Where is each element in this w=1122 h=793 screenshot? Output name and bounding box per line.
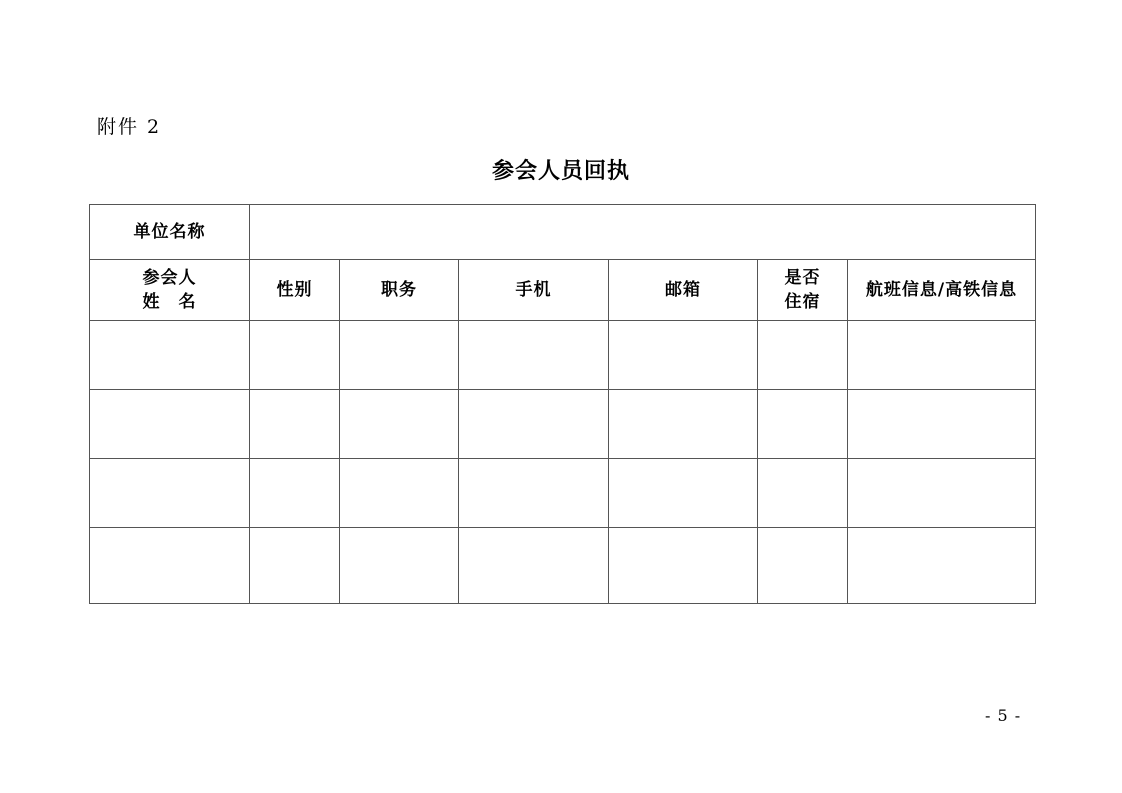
travel-info-cell[interactable] (848, 459, 1036, 528)
position-cell[interactable] (340, 528, 459, 604)
email-cell[interactable] (609, 459, 758, 528)
page-title: 参会人员回执 (491, 159, 630, 184)
column-header-position: 职务 (340, 260, 459, 321)
table-row (90, 390, 1036, 459)
email-cell[interactable] (609, 321, 758, 390)
position-cell[interactable] (340, 321, 459, 390)
attendee-name-cell[interactable] (90, 528, 250, 604)
accommodation-cell[interactable] (758, 321, 848, 390)
accommodation-cell[interactable] (758, 459, 848, 528)
page-number: - 5 - (985, 706, 1022, 725)
gender-cell[interactable] (250, 390, 340, 459)
unit-name-field[interactable] (250, 205, 1036, 260)
column-header-mobile: 手机 (459, 260, 609, 321)
gender-cell[interactable] (250, 459, 340, 528)
attendee-name-cell[interactable] (90, 459, 250, 528)
email-cell[interactable] (609, 528, 758, 604)
travel-info-cell[interactable] (848, 528, 1036, 604)
header-row (90, 260, 1036, 321)
attendee-name-cell[interactable] (90, 390, 250, 459)
table-row (90, 528, 1036, 604)
position-cell[interactable] (340, 459, 459, 528)
gender-cell[interactable] (250, 528, 340, 604)
column-header-accommodation: 是否 住宿 (758, 260, 848, 321)
column-header-attendee-name: 参会人 姓 名 (90, 260, 250, 321)
attachment-label: 附件 2 (97, 116, 162, 138)
mobile-cell[interactable] (459, 528, 609, 604)
mobile-cell[interactable] (459, 390, 609, 459)
travel-info-cell[interactable] (848, 321, 1036, 390)
accommodation-cell[interactable] (758, 390, 848, 459)
table-row (90, 459, 1036, 528)
position-cell[interactable] (340, 390, 459, 459)
column-header-gender: 性别 (250, 260, 340, 321)
unit-name-label: 单位名称 (90, 205, 250, 260)
mobile-cell[interactable] (459, 321, 609, 390)
unit-name-row (90, 205, 1036, 260)
email-cell[interactable] (609, 390, 758, 459)
gender-cell[interactable] (250, 321, 340, 390)
travel-info-cell[interactable] (848, 390, 1036, 459)
accommodation-cell[interactable] (758, 528, 848, 604)
registration-form-table (89, 204, 1036, 604)
attendee-name-cell[interactable] (90, 321, 250, 390)
column-header-travel-info: 航班信息/高铁信息 (848, 260, 1036, 321)
table-row (90, 321, 1036, 390)
column-header-email: 邮箱 (609, 260, 758, 321)
mobile-cell[interactable] (459, 459, 609, 528)
